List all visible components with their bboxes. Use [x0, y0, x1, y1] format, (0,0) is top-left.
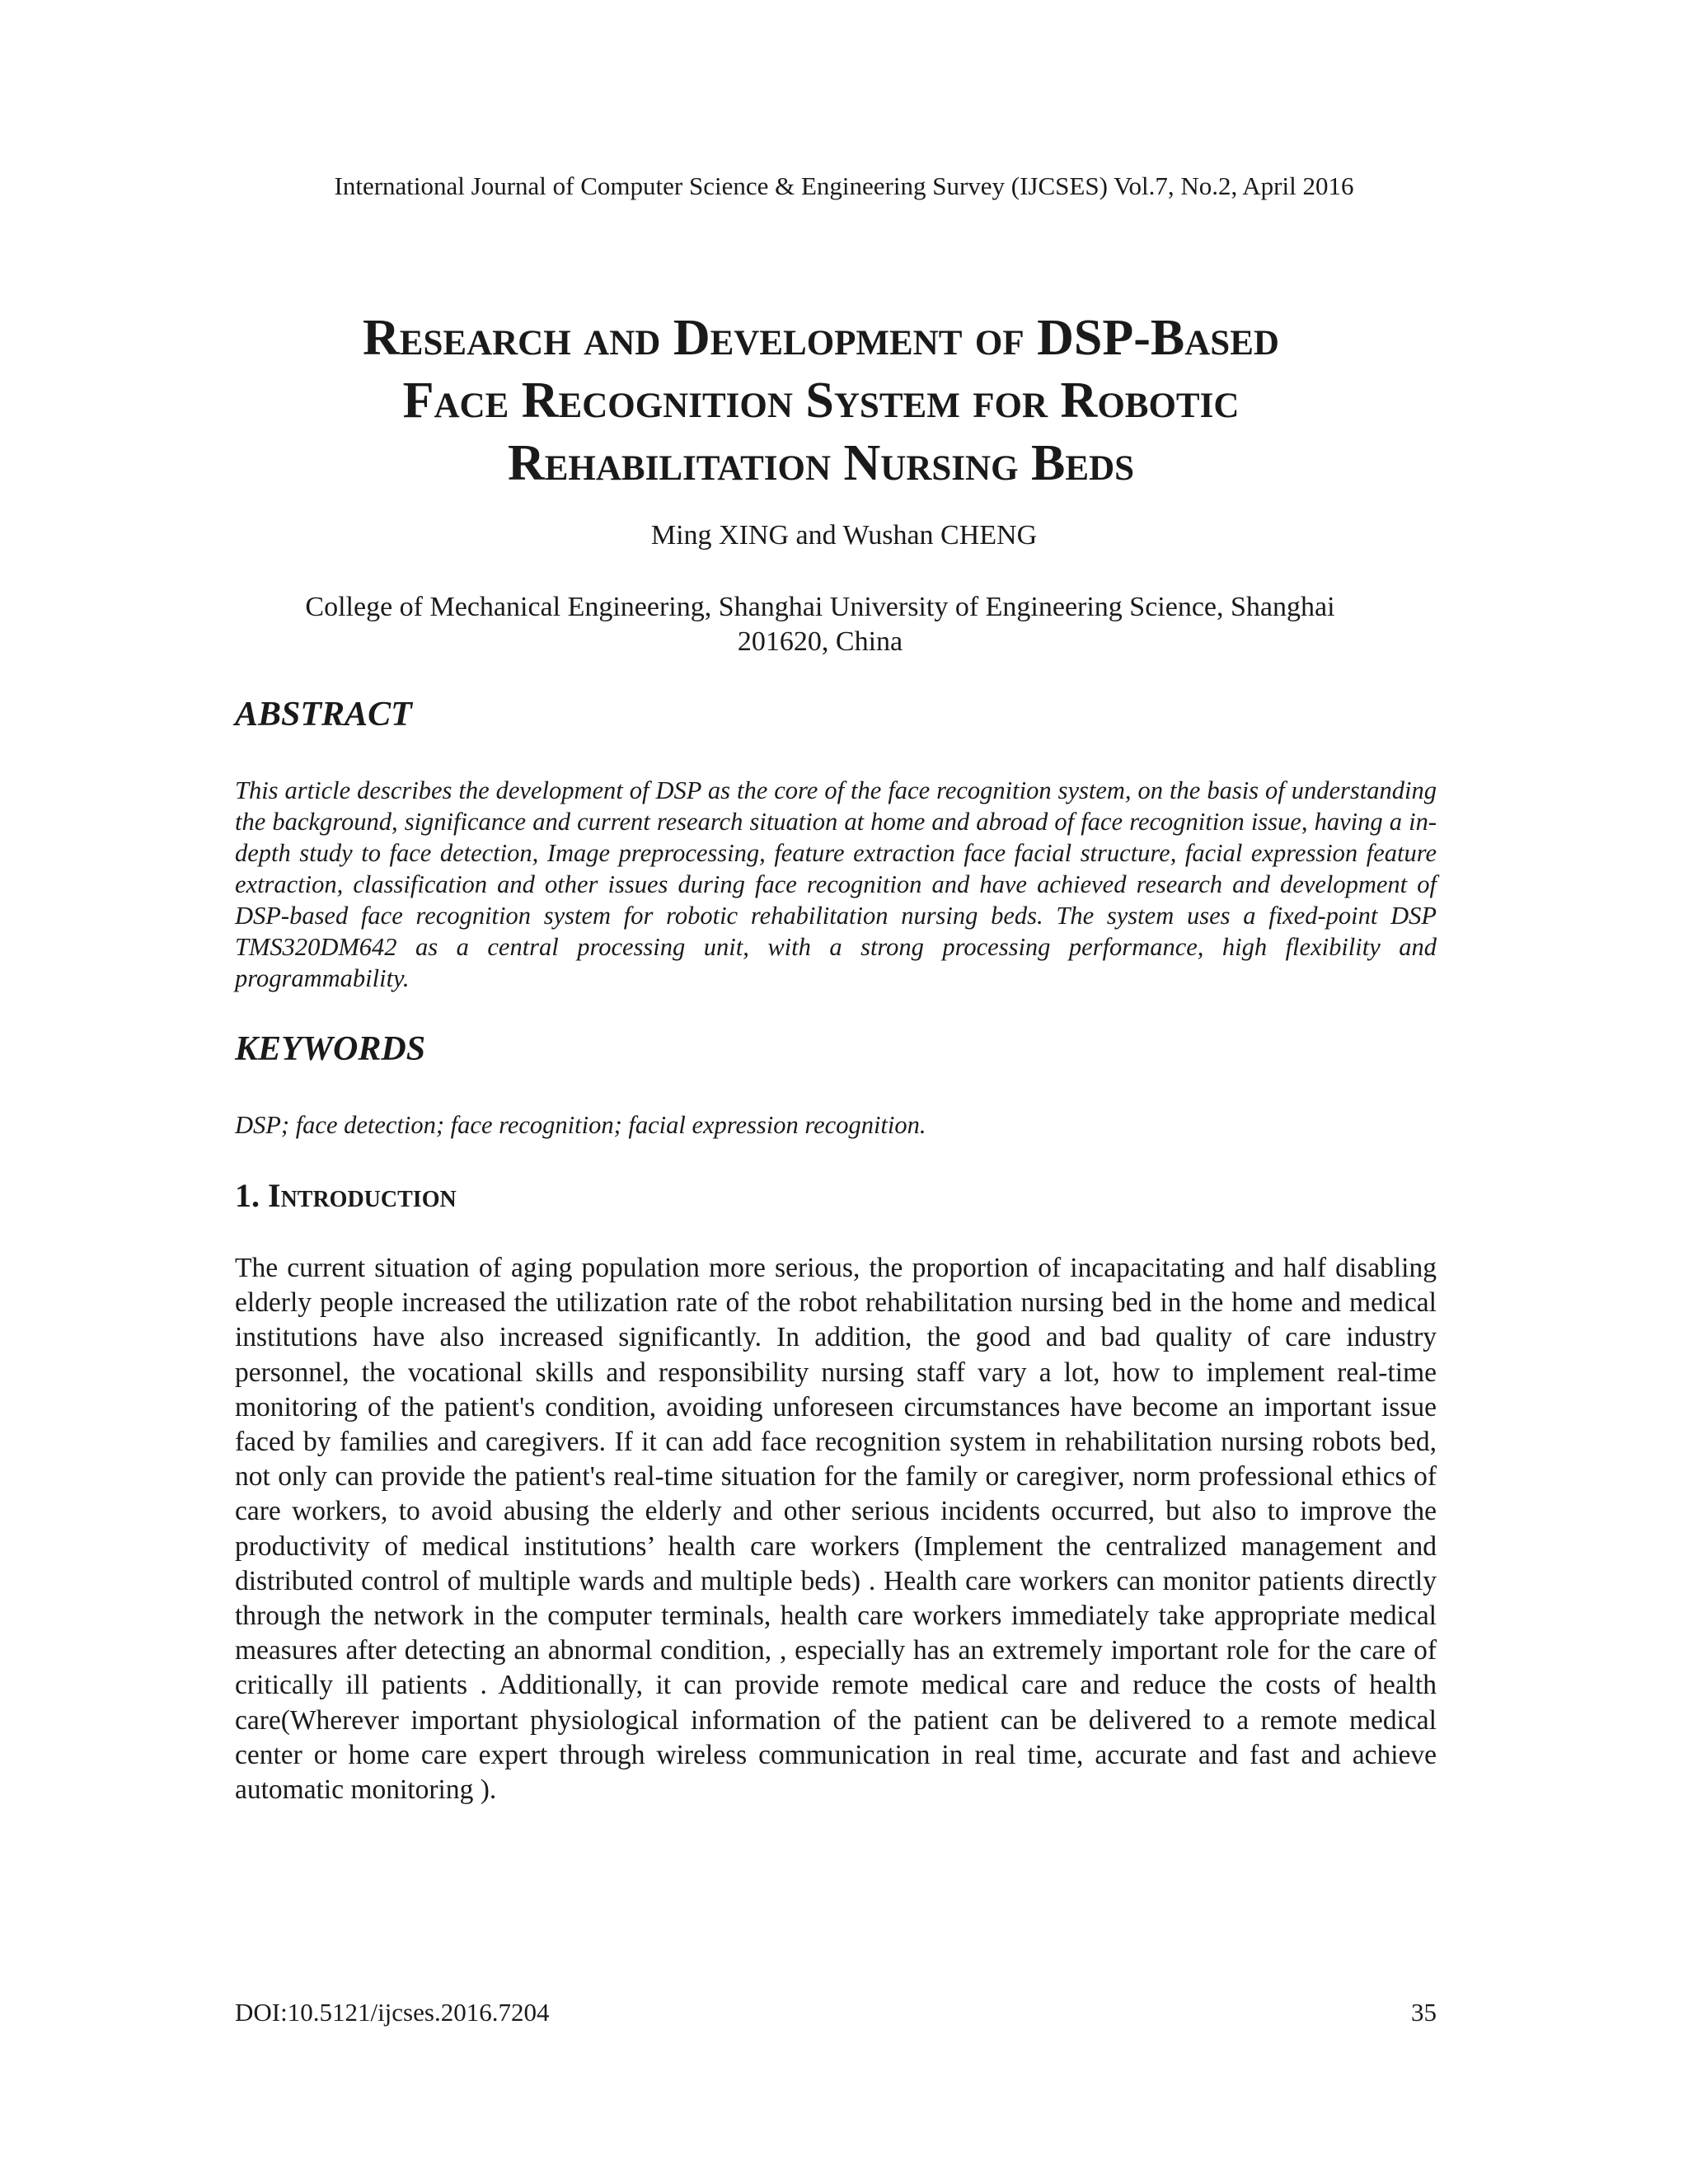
footer-page-number: 35 [1411, 1998, 1437, 2027]
abstract-text: This article describes the development of DSP as the core of the face recognition system, on the basis of understanding the background, significance and current research situation at home and abroad of face recognition issue, having a in-depth study to face detection, Image preprocessing, feature extraction face facial structure, facial expression feature extraction, classification and other issues during face recognition and have achieved research and development of DSP-based face recognition system for robotic rehabilitation nursing beds. The system uses a fixed-point DSP TMS320DM642 as a central processing unit, with a strong processing performance, high flexibility and programmability. [235, 776, 1437, 992]
affiliation-line: College of Mechanical Engineering, Shanghai University of Engineering Science, Shanghai [305, 592, 1335, 622]
affiliation-line: 201620, China [737, 626, 903, 657]
introduction-heading [235, 1175, 457, 1216]
section-number: 1. [235, 1177, 260, 1214]
paper-affiliation [247, 590, 1393, 659]
journal-running-header: International Journal of Computer Science & Engineering Survey (IJCSES) Vol.7, No.2, April 2016 [334, 171, 1354, 200]
title-line: Research and Development of DSP-Based [363, 310, 1279, 366]
title-line: Face Recognition System for Robotic [402, 373, 1240, 429]
paper-authors: Ming XING and Wushan CHENG [650, 520, 1038, 551]
introduction-text: The current situation of aging population more serious, the proportion of incapacitating and half disabling elderly people increased the utilization rate of the robot rehabilitation nursing bed in the home and medical institutions have also increased significantly. In addition, the good and bad quality of care industry personnel, the vocational skills and responsibility nursing staff vary a lot, how to implement real-time monitoring of the patient's condition, avoiding unforeseen circumstances have become an important issue faced by families and caregivers. If it can add face recognition system in rehabilitation nursing robots bed, not only can provide the patient's real-time situation for the family or caregiver, norm professional ethics of care workers, to avoid abusing the elderly and other serious incidents occurred, but also to improve the productivity of medical institutions’ health care workers (Implement the centralized management and distributed control of multiple wards and multiple beds) . Health care workers can monitor patients directly through the network in the computer terminals, health care workers immediately take appropriate medical measures after detecting an abnormal condition, , especially has an extremely important role for the care of critically ill patients . Additionally, it can provide remote medical care and reduce the costs of health care(Wherever important physiological information of the patient can be delivered to a remote medical center or home care expert through wireless communication in real time, accurate and fast and achieve automatic monitoring ). [235, 1253, 1437, 1806]
section-title: Introduction [268, 1177, 457, 1214]
keywords-text: DSP; face detection; face recognition; facial expression recognition. [235, 1111, 926, 1139]
title-line: Rehabilitation Nursing Beds [507, 435, 1135, 491]
paper-title [206, 307, 1436, 494]
keywords-heading: KEYWORDS [235, 1030, 426, 1068]
abstract-heading: ABSTRACT [235, 696, 412, 733]
footer-doi: DOI:10.5121/ijcses.2016.7204 [235, 1998, 550, 2027]
